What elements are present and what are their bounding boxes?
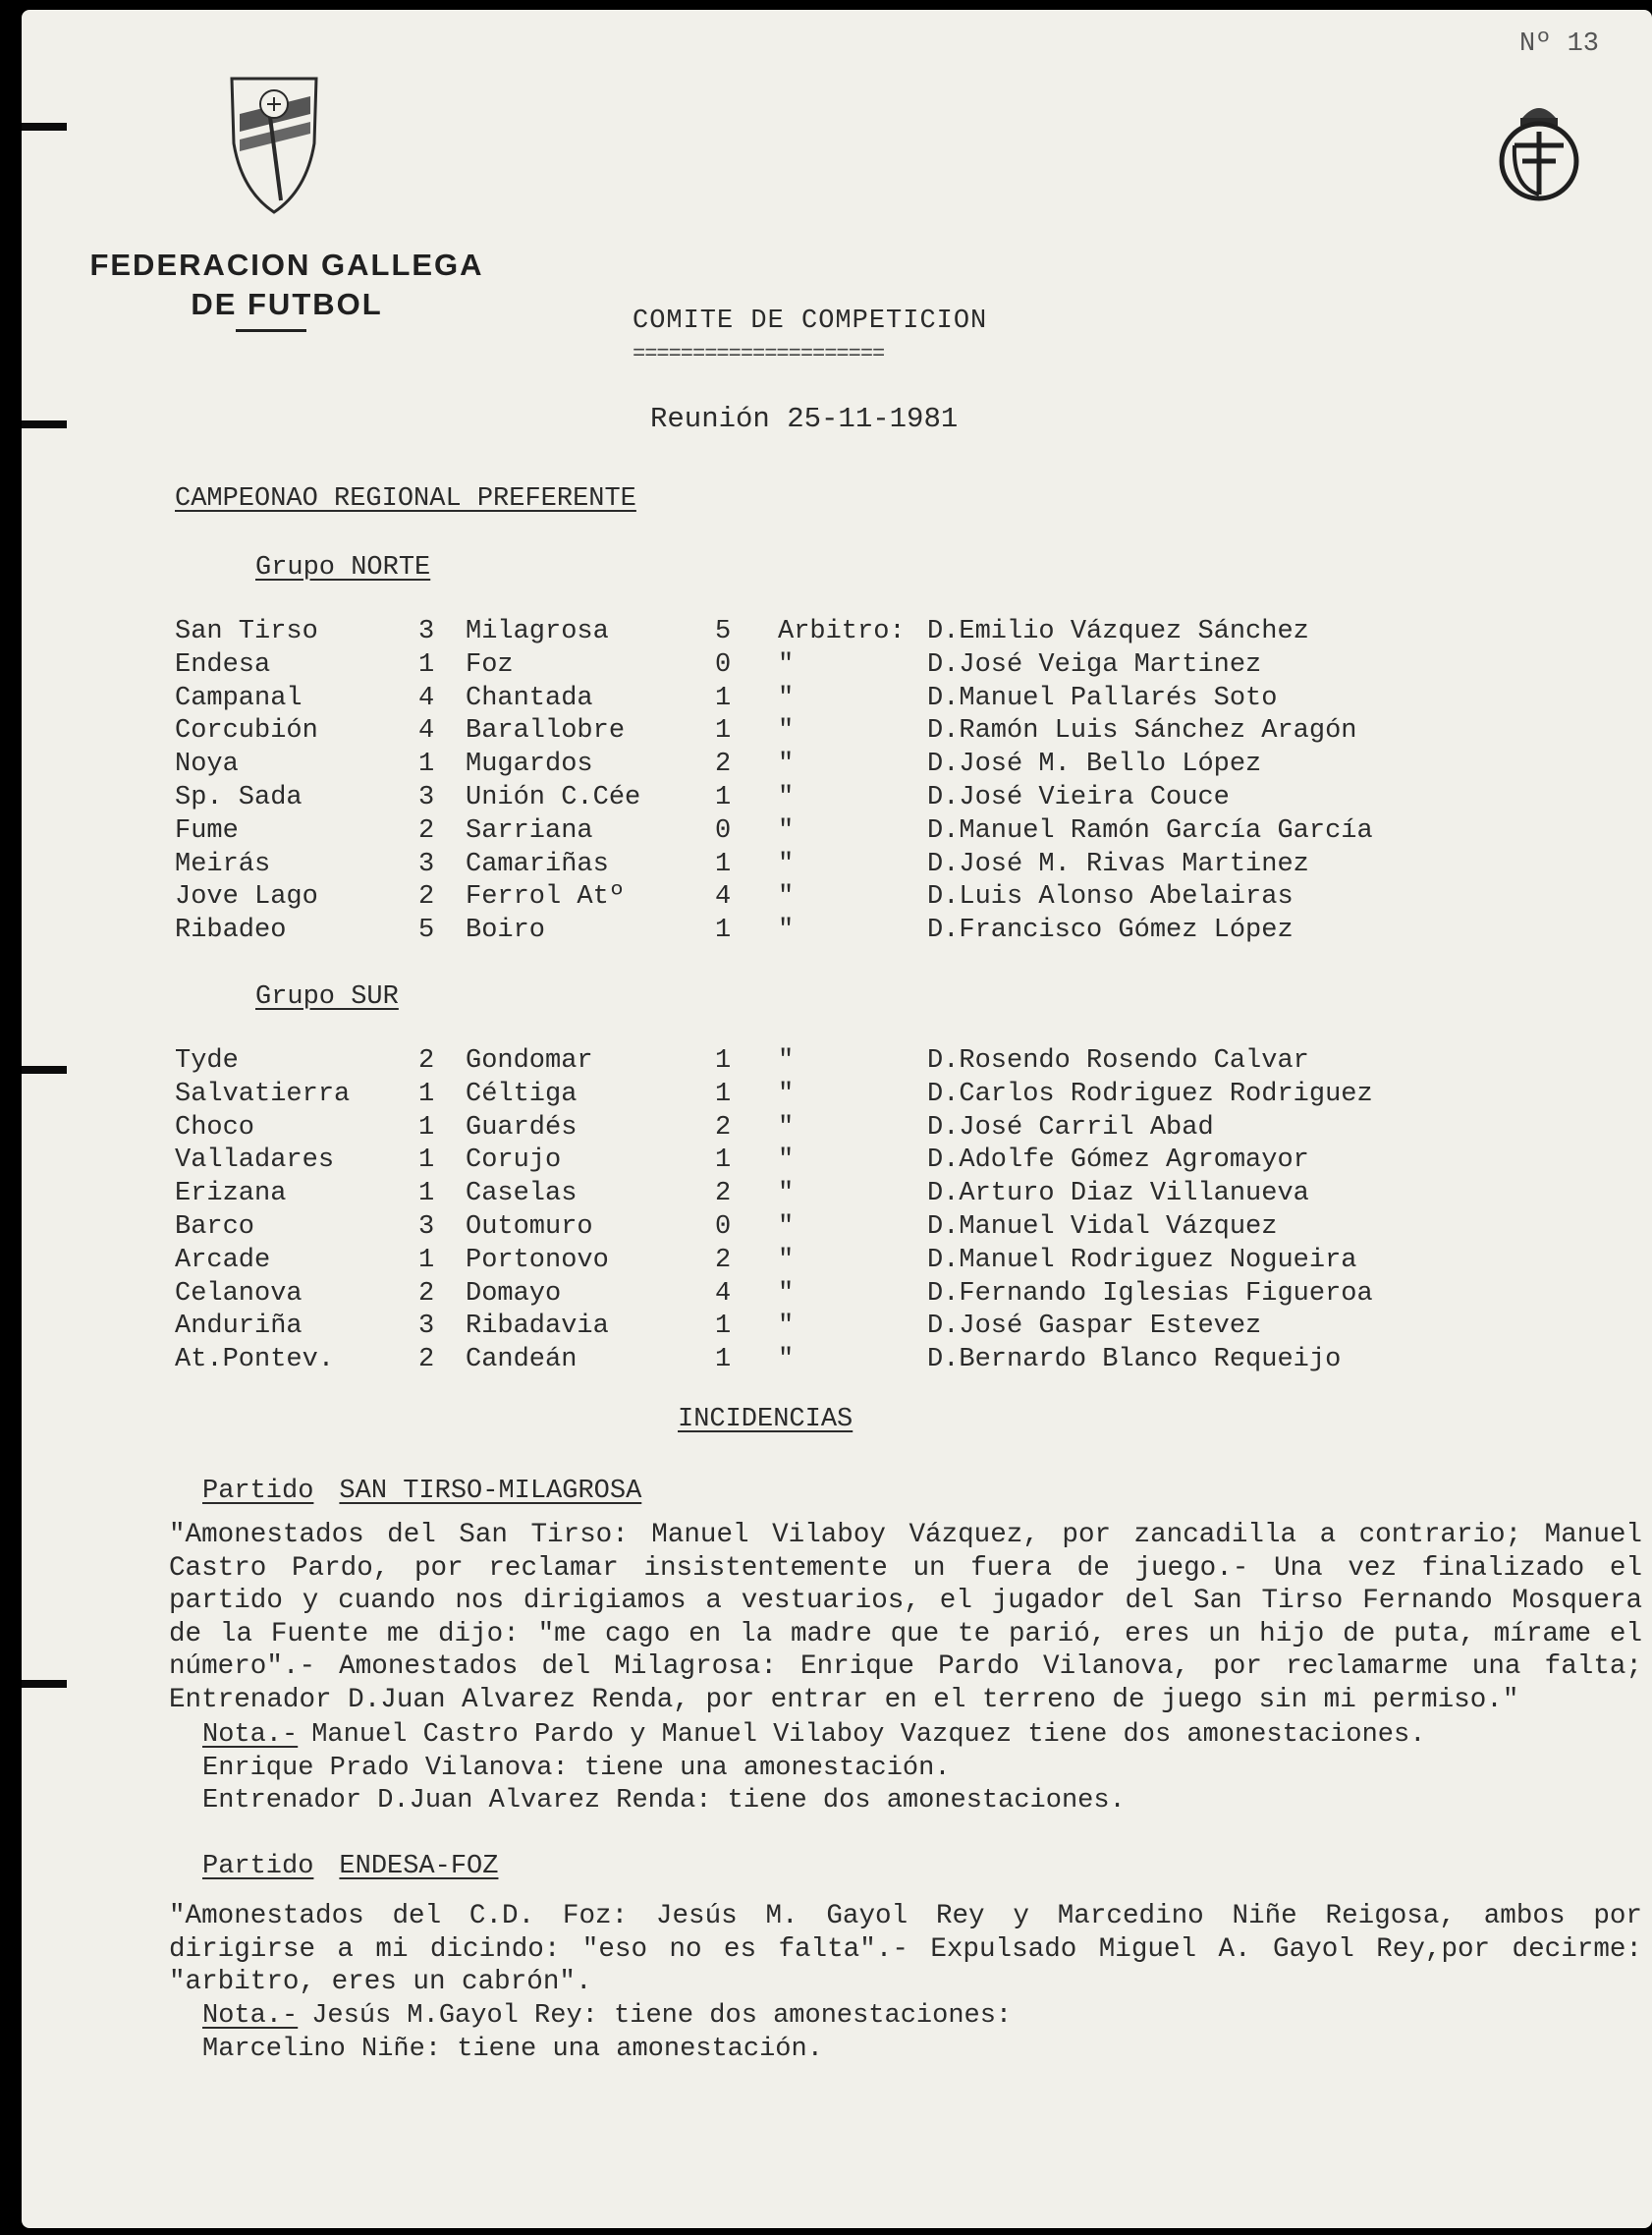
away-score: 2 — [715, 750, 732, 780]
away-team: Milagrosa — [466, 617, 609, 646]
home-score: 1 — [418, 1145, 435, 1176]
arbitro-label: " — [778, 849, 795, 879]
federation-name-line: FEDERACION GALLEGA — [89, 248, 484, 282]
partido-teams: ENDESA-FOZ — [339, 1852, 499, 1881]
away-score: 4 — [715, 1278, 732, 1309]
arbitro-label: " — [778, 1046, 795, 1076]
match-row — [22, 1046, 1652, 1080]
home-team: Arcade — [175, 1245, 271, 1275]
home-team: Celanova — [175, 1278, 303, 1309]
away-score: 1 — [715, 1312, 732, 1342]
home-team: Fume — [175, 815, 239, 846]
referee-name: D.Arturo Diaz Villanueva — [927, 1179, 1309, 1209]
away-score: 0 — [715, 815, 732, 846]
home-score: 4 — [418, 683, 435, 713]
home-score: 3 — [418, 783, 435, 812]
match-row — [22, 617, 1652, 650]
match-row — [22, 1312, 1652, 1345]
match-row — [22, 716, 1652, 750]
match-row — [22, 850, 1652, 883]
partido-heading — [202, 1477, 641, 1506]
arbitro-label: " — [778, 1112, 795, 1143]
away-team: Chantada — [466, 683, 593, 713]
match-row — [22, 1113, 1652, 1146]
match-row — [22, 1179, 1652, 1212]
note-line: Manuel Castro Pardo y Manuel Vilaboy Vazquez tiene dos amonestaciones. — [311, 1720, 1426, 1750]
away-score: 1 — [715, 1145, 732, 1176]
referee-name: D.Manuel Vidal Vázquez — [927, 1212, 1278, 1242]
away-score: 1 — [715, 916, 732, 946]
away-score: 1 — [715, 1345, 732, 1375]
match-row — [22, 783, 1652, 816]
rfef-crest-icon — [1493, 96, 1585, 206]
referee-name: D.José M. Bello López — [927, 750, 1262, 780]
home-team: Campanal — [175, 683, 303, 713]
committee-rule: ===================== — [633, 342, 885, 366]
match-row — [22, 816, 1652, 850]
referee-report: "Amonestados del C.D. Foz: Jesús M. Gayol Rey y Marcedino Niñe Reigosa, ambos por dirigirse a mi dicindo: "eso no es falta".- Expulsado Miguel A. Gayol Rey,por decirme: "arbitro, eres un cabrón". — [169, 1901, 1642, 1998]
arbitro-label: " — [778, 1312, 795, 1342]
away-team: Guardés — [466, 1112, 578, 1143]
match-row — [22, 684, 1652, 717]
away-team: Camariñas — [466, 849, 609, 879]
home-team: Sp. Sada — [175, 783, 303, 812]
notes-block — [202, 2000, 1012, 2066]
referee-name: D.Emilio Vázquez Sánchez — [927, 617, 1309, 646]
incidencias-title: INCIDENCIAS — [678, 1405, 854, 1434]
binder-hole — [22, 123, 67, 131]
note-line: Marcelino Niñe: tiene una amonestación. — [202, 2034, 823, 2064]
arbitro-label: Arbitro: — [778, 617, 906, 646]
away-score: 2 — [715, 1179, 732, 1209]
away-score: 1 — [715, 683, 732, 713]
home-score: 4 — [418, 716, 435, 747]
home-score: 3 — [418, 849, 435, 879]
document-page — [22, 10, 1652, 2228]
match-row — [22, 1080, 1652, 1113]
home-team: Ribadeo — [175, 916, 287, 946]
away-score: 1 — [715, 783, 732, 812]
away-team: Caselas — [466, 1179, 578, 1209]
partido-heading — [202, 1852, 498, 1881]
away-team: Portonovo — [466, 1245, 609, 1275]
away-team: Gondomar — [466, 1046, 593, 1076]
referee-name: D.Francisco Gómez López — [927, 916, 1294, 946]
home-score: 2 — [418, 815, 435, 846]
match-row — [22, 882, 1652, 916]
federation-shield-icon — [228, 75, 320, 216]
nota-label: Nota.- — [202, 2001, 299, 2031]
away-team: Candeán — [466, 1345, 578, 1375]
referee-name: D.Ramón Luis Sánchez Aragón — [927, 716, 1357, 747]
referee-name: D.José Carril Abad — [927, 1112, 1214, 1143]
away-team: Ferrol Atº — [466, 882, 626, 913]
arbitro-label: " — [778, 750, 795, 780]
referee-name: D.Bernardo Blanco Requeijo — [927, 1345, 1342, 1375]
home-team: Jove Lago — [175, 882, 318, 913]
match-row — [22, 916, 1652, 949]
arbitro-label: " — [778, 815, 795, 846]
referee-name: D.Manuel Ramón García García — [927, 815, 1373, 846]
championship-title: CAMPEONAO REGIONAL PREFERENTE — [175, 484, 636, 514]
note-line: Enrique Prado Vilanova: tiene una amonestación. — [202, 1753, 951, 1783]
away-team: Boiro — [466, 916, 546, 946]
referee-name: D.José Vieira Couce — [927, 783, 1230, 812]
home-score: 2 — [418, 1345, 435, 1375]
away-team: Corujo — [466, 1145, 562, 1176]
match-row — [22, 650, 1652, 684]
home-score: 2 — [418, 882, 435, 913]
partido-label: Partido — [202, 1852, 314, 1881]
home-team: Corcubión — [175, 716, 318, 747]
home-score: 1 — [418, 1112, 435, 1143]
away-team: Barallobre — [466, 716, 626, 747]
divider — [236, 329, 306, 332]
home-team: Meirás — [175, 849, 271, 879]
referee-name: D.José M. Rivas Martinez — [927, 849, 1309, 879]
match-row — [22, 750, 1652, 783]
federation-name-line: DE FUTBOL — [191, 287, 383, 321]
referee-name: D.José Gaspar Estevez — [927, 1312, 1262, 1342]
arbitro-label: " — [778, 716, 795, 747]
away-score: 4 — [715, 882, 732, 913]
federation-name — [81, 246, 493, 324]
meeting-date: Reunión 25-11-1981 — [650, 403, 959, 435]
home-team: Choco — [175, 1112, 255, 1143]
away-score: 0 — [715, 649, 732, 680]
away-score: 1 — [715, 849, 732, 879]
home-score: 3 — [418, 1312, 435, 1342]
referee-name: D.Adolfe Gómez Agromayor — [927, 1145, 1309, 1176]
away-score: 2 — [715, 1245, 732, 1275]
referee-report: "Amonestados del San Tirso: Manuel Vilaboy Vázquez, por zancadilla a contrario; Manuel Castro Pardo, por reclamar insistentemente un fuera de juego.- Una vez finalizado el partido y cuando nos dirigiamos a vestuarios, el jugador del San Tirso Fernando Mosquera de la Fuente me dijo: "me cago en la madre que te parió, eres un hijo de puta, mírame el número".- Amonestados del Milagrosa: Enrique Pardo Vilanova, por reclamarme una falta; Entrenador D.Juan Alvarez Renda, por entrar en el terreno de juego sin mi permiso." — [169, 1520, 1642, 1715]
arbitro-label: " — [778, 649, 795, 680]
home-team: Valladares — [175, 1145, 335, 1176]
home-team: Erizana — [175, 1179, 287, 1209]
referee-name: D.Luis Alonso Abelairas — [927, 882, 1294, 913]
away-score: 1 — [715, 1079, 732, 1109]
away-score: 2 — [715, 1112, 732, 1143]
binder-hole — [22, 1680, 67, 1688]
away-team: Sarriana — [466, 815, 593, 846]
home-score: 1 — [418, 1245, 435, 1275]
away-score: 0 — [715, 1212, 732, 1242]
match-row — [22, 1246, 1652, 1279]
away-score: 1 — [715, 716, 732, 747]
home-team: Noya — [175, 750, 239, 780]
away-score: 5 — [715, 617, 732, 646]
match-row — [22, 1212, 1652, 1246]
arbitro-label: " — [778, 683, 795, 713]
group-title: Grupo SUR — [255, 982, 399, 1012]
away-team: Outomuro — [466, 1212, 593, 1242]
home-team: Salvatierra — [175, 1079, 351, 1109]
partido-label: Partido — [202, 1477, 314, 1506]
away-team: Foz — [466, 649, 514, 680]
home-score: 1 — [418, 649, 435, 680]
match-row — [22, 1145, 1652, 1179]
arbitro-label: " — [778, 1212, 795, 1242]
away-team: Domayo — [466, 1278, 562, 1309]
home-score: 3 — [418, 1212, 435, 1242]
referee-name: D.Manuel Pallarés Soto — [927, 683, 1278, 713]
home-team: Tyde — [175, 1046, 239, 1076]
home-team: Anduriña — [175, 1312, 303, 1342]
arbitro-label: " — [778, 916, 795, 946]
home-score: 3 — [418, 617, 435, 646]
committee-title: COMITE DE COMPETICION — [633, 307, 988, 336]
away-team: Unión C.Cée — [466, 783, 641, 812]
note-line: Entrenador D.Juan Alvarez Renda: tiene dos amonestaciones. — [202, 1786, 1126, 1816]
home-score: 1 — [418, 750, 435, 780]
arbitro-label: " — [778, 1278, 795, 1309]
home-score: 2 — [418, 1046, 435, 1076]
partido-teams: SAN TIRSO-MILAGROSA — [339, 1477, 642, 1506]
referee-name: D.Rosendo Rosendo Calvar — [927, 1046, 1309, 1076]
referee-name: D.Fernando Iglesias Figueroa — [927, 1278, 1373, 1309]
match-row — [22, 1345, 1652, 1378]
home-team: San Tirso — [175, 617, 318, 646]
arbitro-label: " — [778, 1245, 795, 1275]
referee-name: D.Manuel Rodriguez Nogueira — [927, 1245, 1357, 1275]
group-title: Grupo NORTE — [255, 553, 431, 583]
home-score: 5 — [418, 916, 435, 946]
home-score: 1 — [418, 1079, 435, 1109]
away-team: Céltiga — [466, 1079, 578, 1109]
binder-hole — [22, 420, 67, 428]
sheet-number: Nº 13 — [1519, 29, 1600, 59]
home-team: Endesa — [175, 649, 271, 680]
home-team: At.Pontev. — [175, 1345, 335, 1375]
arbitro-label: " — [778, 1145, 795, 1176]
away-score: 1 — [715, 1046, 732, 1076]
home-score: 2 — [418, 1278, 435, 1309]
away-team: Ribadavia — [466, 1312, 609, 1342]
arbitro-label: " — [778, 783, 795, 812]
away-team: Mugardos — [466, 750, 593, 780]
home-score: 1 — [418, 1179, 435, 1209]
arbitro-label: " — [778, 1079, 795, 1109]
referee-name: D.Carlos Rodriguez Rodriguez — [927, 1079, 1373, 1109]
home-team: Barco — [175, 1212, 255, 1242]
arbitro-label: " — [778, 1345, 795, 1375]
notes-block — [202, 1719, 1425, 1818]
note-line: Jesús M.Gayol Rey: tiene dos amonestaciones: — [311, 2001, 1013, 2031]
nota-label: Nota.- — [202, 1720, 299, 1750]
arbitro-label: " — [778, 882, 795, 913]
match-row — [22, 1279, 1652, 1313]
arbitro-label: " — [778, 1179, 795, 1209]
referee-name: D.José Veiga Martinez — [927, 649, 1262, 680]
